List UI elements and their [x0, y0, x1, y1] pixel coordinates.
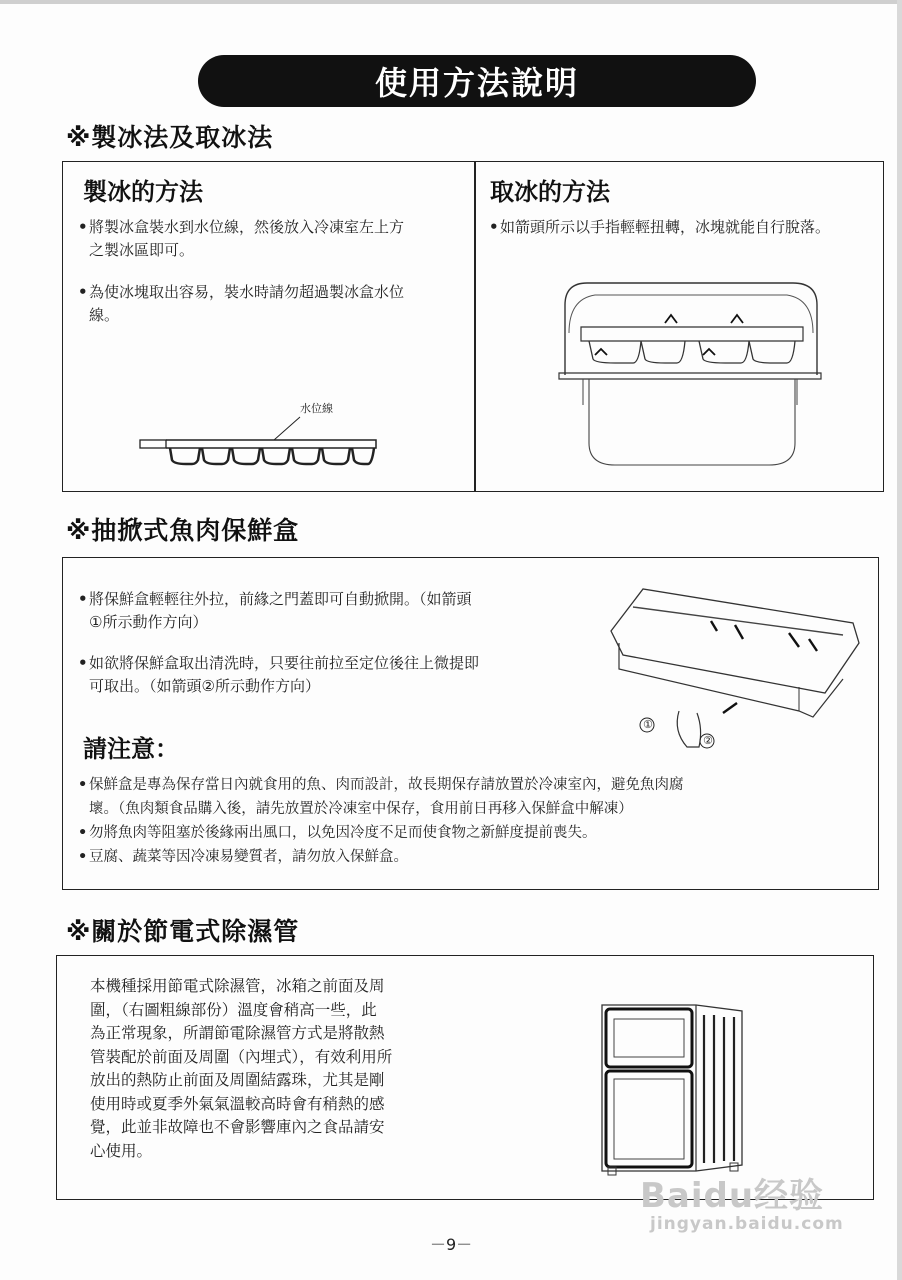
ice-making-bullet-2-line-2: 線。	[89, 306, 120, 324]
defrost-paragraph	[90, 975, 392, 1163]
notice-item-2-line: 勿將魚肉等阻塞於後緣兩出風口，以免因冷度不足而使食物之新鮮度提前喪失。	[89, 825, 597, 841]
defrost-line-7: 覺，此並非故障也不會影響庫內之食品請安	[90, 1118, 385, 1136]
page-title-banner	[198, 55, 756, 107]
ice-taking-bullet-line: 如箭頭所示以手指輕輕扭轉，冰塊就能自行脫落。	[500, 218, 831, 236]
ice-making-title: 製冰的方法	[83, 178, 203, 206]
arrow-label-2: ②	[703, 734, 713, 747]
ice-making-bullet-1-line-2: 之製冰區即可。	[89, 241, 195, 259]
bullet-dot: •	[78, 590, 88, 608]
bullet-dot: •	[78, 825, 88, 841]
defrost-line-6: 使用時或夏季外氣氣溫較高時會有稍熱的感	[90, 1094, 385, 1113]
fish-bullet-1	[78, 588, 472, 634]
notice-title: 請注意：	[83, 735, 179, 763]
fish-section-heading: ※抽掀式魚肉保鮮盒	[66, 516, 300, 545]
defrost-section-heading: ※關於節電式除濕管	[66, 917, 300, 946]
defrost-line-2: 圍，（右圖粗線部份）溫度會稍高一些，此	[90, 1000, 377, 1019]
ice-section-divider	[474, 161, 476, 492]
refrigerator-illustration	[596, 995, 756, 1180]
ice-making-bullet-2	[78, 281, 405, 327]
page-number: －9－	[430, 1235, 473, 1254]
defrost-line-3: 為正常現象，所謂節電除濕管方式是將散熱	[90, 1024, 385, 1042]
ice-making-bullet-1	[78, 216, 405, 262]
bullet-dot: •	[78, 849, 88, 865]
notice-item-2	[78, 821, 859, 845]
fish-bullet-1-line-2: ①所示動作方向）	[89, 613, 208, 631]
notice-item-3	[78, 845, 859, 869]
notice-list	[78, 773, 859, 869]
bullet-dot: •	[78, 654, 88, 672]
bullet-dot: •	[78, 777, 88, 793]
ice-making-bullet-1-line-1: 將製冰盒裝水到水位線，然後放入冷凍室左上方	[89, 218, 405, 236]
page-title: 使用方法說明	[374, 64, 579, 102]
notice-item-1-line-1: 保鮮盒是專為保存當日內就食用的魚、肉而設計，故長期保存請放置於冷凍室內，避免魚肉腐	[89, 777, 684, 793]
ice-taking-title: 取冰的方法	[490, 178, 610, 206]
defrost-line-5: 放出的熱防止前面及周圍結露珠，尤其是剛	[90, 1071, 385, 1089]
defrost-line-1: 本機種採用節電式除濕管，冰箱之前面及周	[90, 977, 385, 995]
ice-tray-illustration	[136, 412, 386, 472]
notice-item-1	[78, 773, 859, 821]
fish-bullet-1-line-1: 將保鮮盒輕輕往外拉，前緣之門蓋即可自動掀開。（如箭頭	[89, 590, 472, 608]
bullet-dot: •	[78, 218, 88, 236]
bullet-dot: •	[78, 283, 88, 301]
bullet-dot: •	[489, 218, 499, 236]
watermark-main: Baidu经验	[640, 1176, 825, 1216]
ice-section-heading: ※製冰法及取冰法	[66, 123, 274, 152]
fish-bullet-2-line-1: 如欲將保鮮盒取出清洗時，只要往前拉至定位後往上微提即	[89, 654, 480, 672]
defrost-line-4: 管裝配於前面及周圍（內埋式），有效利用所	[90, 1047, 393, 1066]
page-edge-top	[0, 0, 902, 4]
ice-compartment-illustration	[555, 275, 825, 475]
ice-making-bullet-2-line-1: 為使冰塊取出容易，裝水時請勿超過製冰盒水位	[89, 283, 405, 301]
notice-item-3-line: 豆腐、蔬菜等因冷凍易變質者，請勿放入保鮮盒。	[89, 849, 408, 865]
notice-item-1-line-2: 壞。（魚肉類食品購入後，請先放置於冷凍室中保存，食用前日再移入保鮮盒中解凍）	[89, 801, 633, 817]
watermark	[640, 1168, 850, 1248]
arrow-label-1: ①	[643, 718, 653, 731]
defrost-line-8: 心使用。	[90, 1141, 153, 1160]
ice-taking-bullet	[489, 216, 831, 239]
fish-bullet-2-line-2: 可取出。（如箭頭②所示動作方向）	[89, 677, 320, 695]
watermark-url: jingyan.baidu.com	[650, 1214, 844, 1234]
page-edge-right	[897, 0, 902, 1280]
water-line-label: 水位線	[300, 402, 333, 415]
fish-bullet-2	[78, 652, 480, 698]
